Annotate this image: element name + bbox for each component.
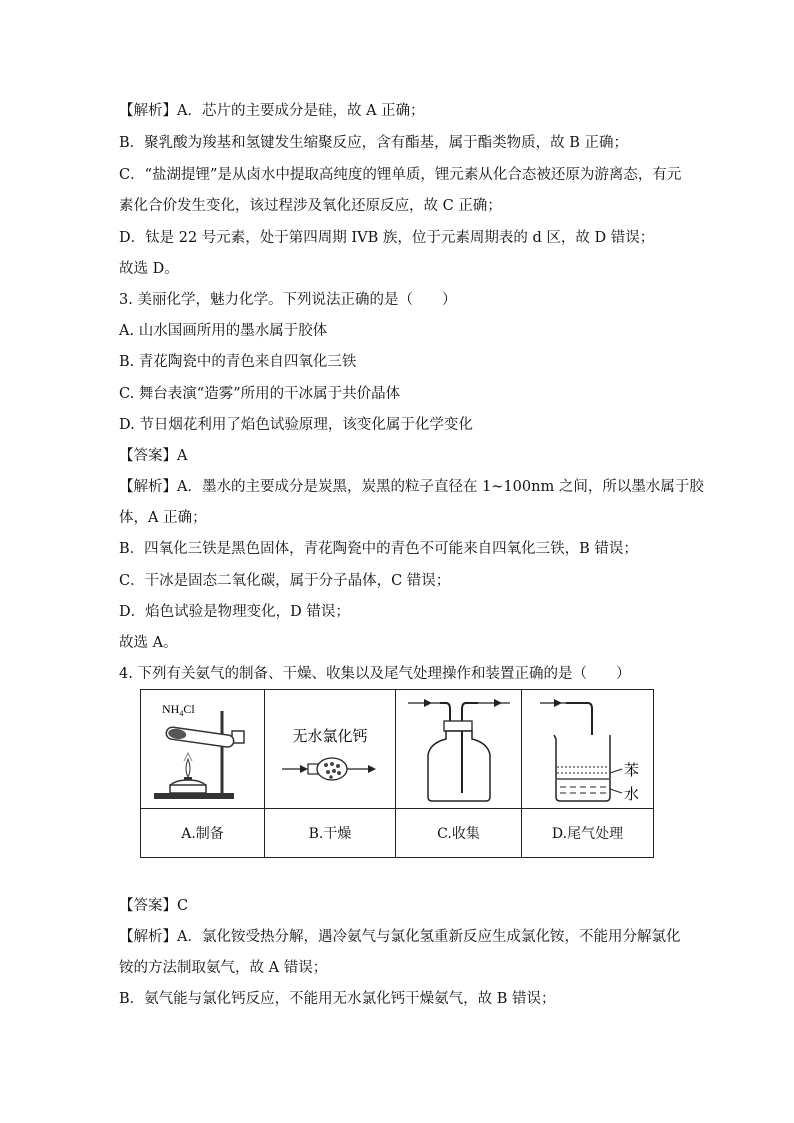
apparatus-b-cell <box>265 690 396 809</box>
water-label: 水 <box>623 785 639 803</box>
text-line: 体，A 正确； <box>119 510 207 526</box>
text-line: D．焰色试验是物理变化，D 错误； <box>119 604 350 620</box>
caption-a: A.制备 <box>141 809 265 858</box>
gas-bottle-figure <box>400 693 518 805</box>
drying-tube-figure <box>268 693 392 805</box>
apparatus-d-cell <box>522 690 654 809</box>
text-line: C．干冰是固态二氧化碳，属于分子晶体，C 错误； <box>119 573 451 589</box>
apparatus-a-cell <box>141 690 265 809</box>
text-line: 【解析】A．氯化铵受热分解，遇冷氨气与氯化氢重新反应生成氯化铵，不能用分解氯化 <box>119 929 681 945</box>
nh4cl-label: $NH_4Cl$ <box>161 702 195 718</box>
option-d: D. 节日烟花利用了焰色试验原理，该变化属于化学变化 <box>119 417 473 433</box>
anhydrous-cacl2-label: 无水氯化钙 <box>292 727 368 745</box>
text-line: B．氨气能与氯化钙反应，不能用无水氯化钙干燥氨气，故 B 错误； <box>119 991 556 1007</box>
text-line: 故选 A。 <box>119 635 178 651</box>
apparatus-table <box>140 689 654 858</box>
answer-line: 【答案】A <box>119 448 188 464</box>
beaker-figure <box>526 693 650 805</box>
apparatus-c-cell <box>396 690 522 809</box>
question-3-stem: 3. 美丽化学，魅力化学。下列说法正确的是（ ） <box>119 292 457 308</box>
text-line: B．四氧化三铁是黑色固体，青花陶瓷中的青色不可能来自四氧化三铁，B 错误； <box>119 541 638 557</box>
option-b: B. 青花陶瓷中的青色来自四氧化三铁 <box>119 354 357 370</box>
text-line: B．聚乳酸为羧基和氢键发生缩聚反应，含有酯基，属于酯类物质，故 B 正确； <box>119 135 629 151</box>
text-line: 故选 D。 <box>119 261 179 277</box>
option-c: C. 舞台表演“造雾”所用的干冰属于共价晶体 <box>119 386 401 402</box>
answer-line: 【答案】C <box>119 898 189 914</box>
question-4-stem: 4. 下列有关氨气的制备、干燥、收集以及尾气处理操作和装置正确的是（ ） <box>119 666 631 682</box>
text-line: 素化合价发生变化，该过程涉及氧化还原反应，故 C 正确； <box>119 198 502 214</box>
text-line: 【解析】A．芯片的主要成分是硅，故 A 正确； <box>119 103 425 119</box>
text-line: 【解析】A．墨水的主要成分是炭黑，炭黑的粒子直径在 1~100nm 之间，所以墨水属于胶 <box>119 479 704 495</box>
option-a: A. 山水国画所用的墨水属于胶体 <box>119 323 328 339</box>
caption-b: B.干燥 <box>265 809 396 858</box>
caption-d: D.尾气处理 <box>522 809 654 858</box>
text-line: 铵的方法制取氨气，故 A 错误； <box>119 960 328 976</box>
caption-c: C.收集 <box>396 809 522 858</box>
text-line: C．“盐湖提锂”是从卤水中提取高纯度的锂单质，锂元素从化合态被还原为游离态，有元 <box>119 167 682 183</box>
text-line: D．钛是 22 号元素，处于第四周期 IVB 族，位于元素周期表的 d 区，故 D 错误； <box>119 230 655 246</box>
benzene-label: 苯 <box>623 761 639 779</box>
heating-apparatus-figure <box>144 693 262 805</box>
